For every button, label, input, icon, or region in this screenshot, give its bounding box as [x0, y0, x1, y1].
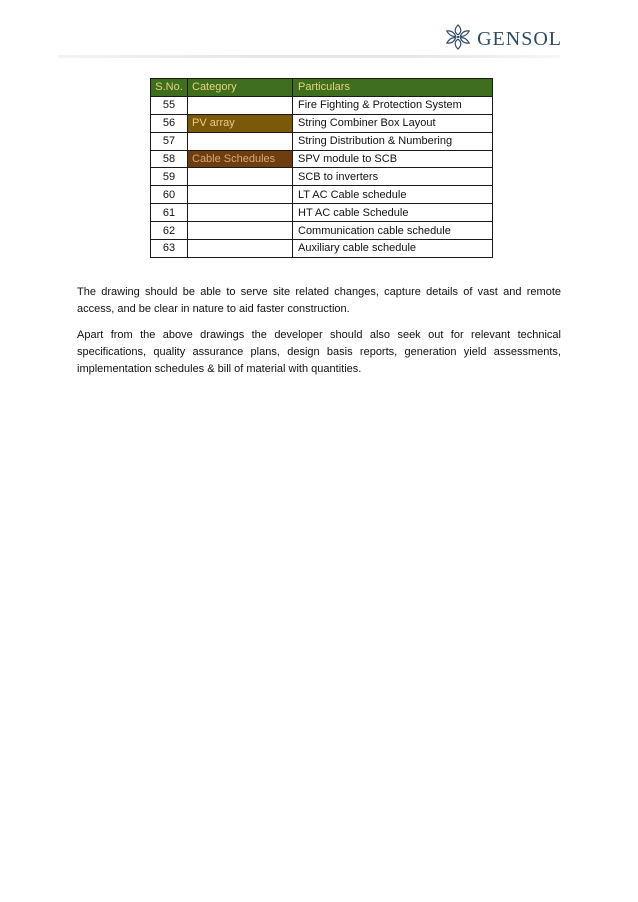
cell-category — [188, 132, 293, 150]
cell-sno: 56 — [151, 114, 188, 132]
cell-particular: HT AC cable Schedule — [293, 204, 493, 222]
cell-sno: 60 — [151, 186, 188, 204]
cell-category — [188, 204, 293, 222]
cell-category — [188, 186, 293, 204]
drawing-schedule-table — [150, 78, 493, 258]
cell-sno: 59 — [151, 168, 188, 186]
cell-sno: 58 — [151, 150, 188, 168]
table-header-row — [151, 79, 493, 97]
cell-particular: Fire Fighting & Protection System — [293, 96, 493, 114]
table-row — [151, 186, 493, 204]
cell-sno: 63 — [151, 240, 188, 258]
cell-sno: 57 — [151, 132, 188, 150]
cell-particular: SCB to inverters — [293, 168, 493, 186]
cell-category: PV array — [188, 114, 293, 132]
table-row — [151, 132, 493, 150]
table-row — [151, 168, 493, 186]
table-row — [151, 240, 493, 258]
cell-sno: 62 — [151, 222, 188, 240]
cell-category: Cable Schedules — [188, 150, 293, 168]
logo — [443, 22, 562, 57]
paragraph-additional-documents: Apart from the above drawings the developer should also seek out for relevant technical specifications, quality assurance plans, design basis reports, generation yield assessments, implementation schedules & bill of material with quantities. — [77, 329, 561, 375]
cell-category — [188, 240, 293, 258]
cell-category — [188, 96, 293, 114]
cell-category — [188, 168, 293, 186]
cell-particular: SPV module to SCB — [293, 150, 493, 168]
cell-particular: Auxiliary cable schedule — [293, 240, 493, 258]
cell-particular: String Distribution & Numbering — [293, 132, 493, 150]
cell-particular: Communication cable schedule — [293, 222, 493, 240]
table-row — [151, 114, 493, 132]
logo-text: GENSOL — [477, 28, 562, 50]
table-row — [151, 150, 493, 168]
cell-particular: LT AC Cable schedule — [293, 186, 493, 204]
cell-sno: 61 — [151, 204, 188, 222]
header-particulars: Particulars — [293, 79, 493, 97]
cell-particular: String Combiner Box Layout — [293, 114, 493, 132]
table-row — [151, 96, 493, 114]
header-category: Category — [188, 79, 293, 97]
table-row — [151, 222, 493, 240]
cell-sno: 55 — [151, 96, 188, 114]
gensol-flower-icon — [443, 22, 473, 57]
header-sno: S.No. — [151, 79, 188, 97]
cell-category — [188, 222, 293, 240]
table-row — [151, 204, 493, 222]
paragraph-drawing-requirements: The drawing should be able to serve site related changes, capture details of vast and remote access, and be clear in nature to aid faster construction. — [77, 286, 561, 315]
